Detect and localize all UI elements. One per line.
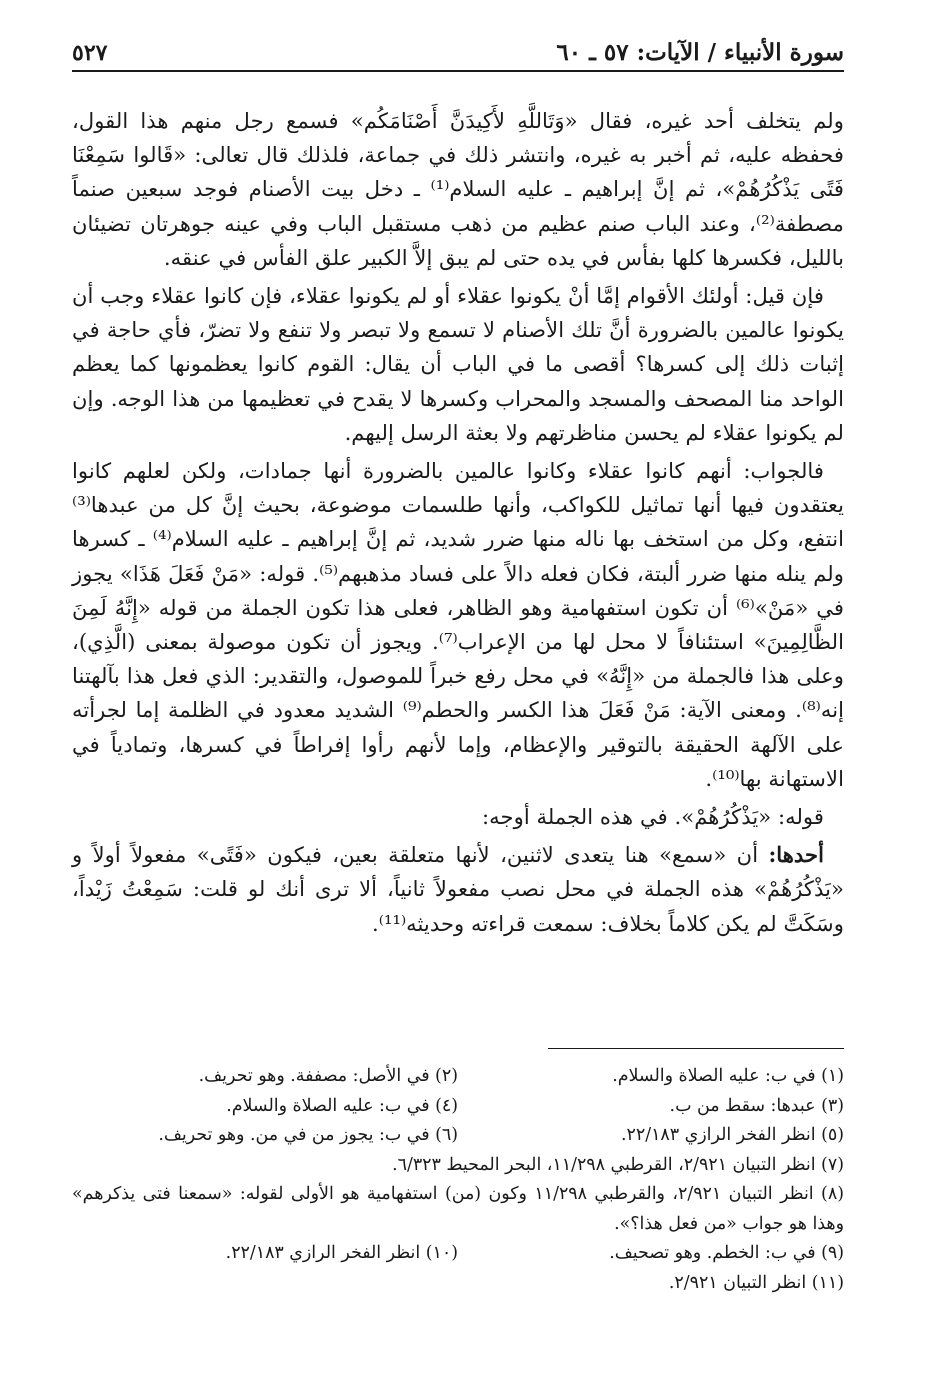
paragraph-text: أن «سمع» هنا يتعدى لاثنين، لأنها متعلقة بعين، فيكون «فَتًى» مفعولاً أولاً و «يَذْكُرُهُمْ» هذه الجملة في محل نصب مفعولاً ثانياً، ألا ترى أنك لو قلت: سَمِعْتُ زَيْداً، وسَكَتَّ لم يكن كلاماً بخلاف: سمعت قراءته وحديثه⁽¹¹⁾.	[72, 842, 844, 936]
footnote-9: (٩) في ب: الخطم. وهو تصحيف.	[609, 1243, 844, 1263]
paragraph	[72, 838, 844, 941]
footnote-7: (٧) انظر التبيان ٢/٩٢١، القرطبي ١١/٢٩٨، البحر المحيط ٦/٣٢٣.	[392, 1154, 844, 1175]
footnote-divider	[548, 1048, 844, 1049]
paragraph: فإن قيل: أولئك الأقوام إمَّا أنْ يكونوا عقلاء أو لم يكونوا عقلاء، فإن كانوا عقلاء وجب أن يكونوا عالمين بالضرورة أنَّ تلك الأصنام لا تسمع ولا تبصر ولا تنفع ولا تضرّ، فأي حاجة في إثبات ذلك إلى كسرها؟ أقصى ما في الباب أن يقال: القوم كانوا يعظمونها كما يعظم الواحد منا المصحف والمسجد والمحراب وكسرها لا يقدح في تعظيمها من هذا الوجه. وإن لم يكونوا عقلاء لم يحسن مناظرتهم ولا بعثة الرسل إليهم.	[72, 283, 844, 445]
surah-title: سورة الأنبياء / الآيات: ٥٧ ـ ٦٠	[556, 39, 844, 66]
paragraph: فالجواب: أنهم كانوا عقلاء وكانوا عالمين بالضرورة أنها جمادات، ولكن لعلهم كانوا يعتقدون فيها أنها تماثيل للكواكب، وأنها طلسمات موضوعة، بحيث إنَّ كل من عبدها⁽³⁾ انتفع، وكل من استخف بها ناله منها ضرر شديد، ثم إنَّ إبراهيم ـ عليه السلام⁽⁴⁾ ـ كسرها ولم ينله منها ضرر ألبتة، فكان فعله دالاً على فساد مذهبهم⁽⁵⁾. قوله: «مَنْ فَعَلَ هَذَا» يجوز في «مَنْ»⁽⁶⁾ أن تكون استفهامية وهو الظاهر، فعلى هذا تكون الجملة من قوله «إِنَّهُ لَمِنَ الظَّالِمِينَ» استئنافاً لا محل لها من الإعراب⁽⁷⁾. ويجوز أن تكون موصولة بمعنى (الَّذِي)، وعلى هذا فالجملة من «إِنَّهُ» في محل رفع خبراً للموصول، والتقدير: الذي فعل هذا بآلهتنا إنه⁽⁸⁾. ومعنى الآية: مَنْ فَعَلَ هذا الكسر والحطم⁽⁹⁾ الشديد معدود في الظلمة إما لجرأته على الآلهة الحقيقة بالتوقير والإعظام، وإما لأنهم رأوا إفراطاً في كسرها، وتمادياً في الاستهانة بها⁽¹⁰⁾.	[72, 458, 844, 791]
footnote-10: (١٠) انظر الفخر الرازي ٢٢/١٨٣.	[225, 1243, 458, 1263]
footnote-5: (٥) انظر الفخر الرازي ٢٢/١٨٣.	[621, 1125, 844, 1145]
page-number: ٥٢٧	[72, 40, 108, 66]
page-header	[72, 28, 844, 72]
paragraph: قوله: «يَذْكُرُهُمْ». في هذه الجملة أوجه:	[482, 804, 824, 830]
main-text	[72, 104, 844, 945]
paragraph: ولم يتخلف أحد غيره، فقال «وَتَاللَّهِ لأَكِيدَنَّ أَصْنَامَكُم» فسمع رجل منهم هذا القول، فحفظه عليه، ثم أخبر به غيره، وانتشر ذلك في جماعة، فلذلك قال تعالى: «قَالوا سَمِعْنَا فَتًى يَذْكُرُهُمْ»، ثم إنَّ إبراهيم ـ عليه السلام⁽¹⁾ ـ دخل بيت الأصنام فوجد سبعين صنماً مصطفة⁽²⁾، وعند الباب صنم عظيم من ذهب مستقبل الباب وفي عينه جوهرتان تضيئان بالليل، فكسرها كلها بفأس في يده حتى لم يبق إلاَّ الكبير علق الفأس في عنقه.	[72, 108, 844, 270]
footnote-4: (٤) في ب: عليه الصلاة والسلام.	[226, 1095, 458, 1116]
footnote-6: (٦) في ب: يجوز من في من. وهو تحريف.	[158, 1125, 458, 1145]
footnote-1: (١) في ب: عليه الصلاة والسلام.	[612, 1066, 844, 1086]
footnote-2: (٢) في الأصل: مصففة. وهو تحريف.	[198, 1066, 458, 1086]
footnote-11: (١١) انظر التبيان ٢/٩٢١.	[668, 1272, 844, 1293]
footnote-row	[72, 1092, 844, 1122]
footnote-row	[72, 1239, 844, 1269]
footnote-row	[72, 1121, 844, 1151]
paragraph-label: أحدها:	[768, 842, 824, 868]
footnotes	[72, 1062, 844, 1298]
footnote-8: (٨) انظر التبيان ٢/٩٢١، والقرطبي ١١/٢٩٨ وكون (من) استفهامية هو الأولى لقوله: «سمعنا فتى يذكرهم» وهذا هو جواب «من فعل هذا؟».	[72, 1184, 844, 1234]
footnote-row	[72, 1062, 844, 1092]
footnote-3: (٣) عبدها: سقط من ب.	[669, 1095, 844, 1116]
